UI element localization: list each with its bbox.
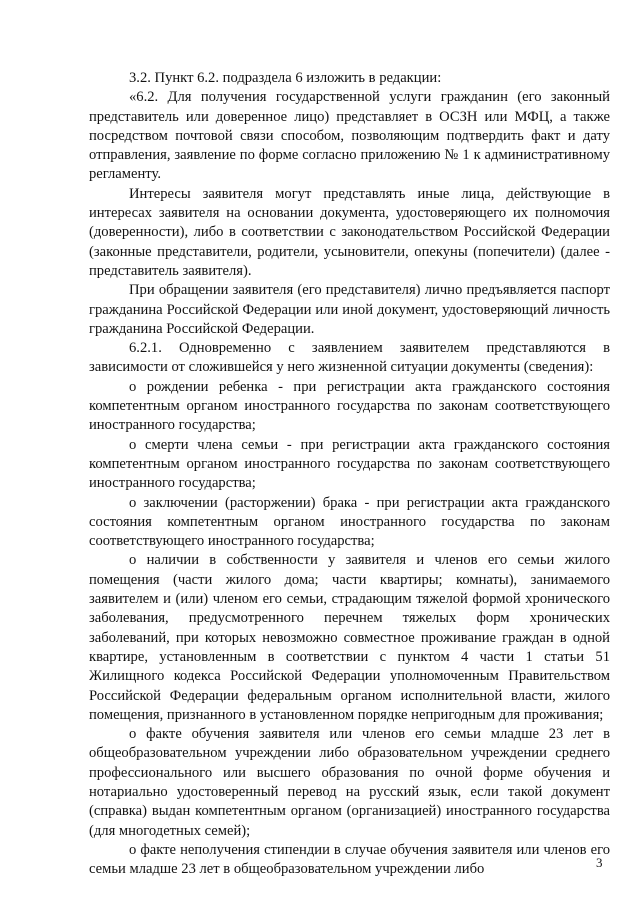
document-body xyxy=(89,69,610,879)
page-number: 3 xyxy=(596,855,603,870)
paragraph-passport: При обращении заявителя (его представителя) лично предъявляется паспорт гражданина Российской Федерации или иной документ, удостоверяющий личность гражданина Российской Федерации. xyxy=(89,282,610,337)
paragraph-6-2-1: 6.2.1. Одновременно с заявлением заявителем представляются в зависимости от сложившейся у него жизненной ситуации документы (сведения): xyxy=(89,340,610,376)
paragraph-section-3-2: 3.2. Пункт 6.2. подраздела 6 изложить в редакции: xyxy=(129,70,442,86)
list-item-birth: о рождении ребенка - при регистрации акта гражданского состояния компетентным органом иностранного государства по законам соответствующего иностранного государства; xyxy=(89,378,610,434)
list-item-death: о смерти члена семьи - при регистрации акта гражданского состояния компетентным органом иностранного государства по законам соответствующего иностранного государства; xyxy=(89,436,610,492)
paragraph-representatives: Интересы заявителя могут представлять иные лица, действующие в интересах заявителя на основании документа, удостоверяющего их полномочия (доверенности), либо в соответствии с законодательством Российской Федерации (законные представители, родители, усыновители, опекуны (попечители) (далее - представитель заявителя). xyxy=(89,185,610,279)
list-item-housing: о наличии в собственности у заявителя и членов его семьи жилого помещения (части жилого дома; части квартиры; комнаты), занимаемого заявителем и (или) членом его семьи, страдающим тяжелой формой хронического заболевания, предусмотренного перечнем тяжелых форм хронических заболеваний, при которых невозможно совместное проживание граждан в одной квартире, установленным в соответствии с пунктом 4 части 1 статьи 51 Жилищного кодекса Российской Федерации уполномоченным Правительством Российской Федерации федеральным органом исполнительной власти, жилого помещения, признанного в установленном порядке непригодным для проживания; xyxy=(89,552,610,723)
paragraph-6-2: «6.2. Для получения государственной услуги гражданин (его законный представитель или доверенное лицо) представляет в ОСЗН или МФЦ, а также посредством почтовой связи способом, позволяющим подтвердить факт и дату отправления, заявление по форме согласно приложению № 1 к административному регламенту. xyxy=(89,89,610,183)
list-item-stipend: о факте неполучения стипендии в случае обучения заявителя или членов его семьи младше 23 лет в общеобразовательном учреждении либо xyxy=(89,841,610,878)
list-item-education: о факте обучения заявителя или членов его семьи младше 23 лет в общеобразовательном учреждении либо образовательном учреждении среднего профессионального или высшего образования по очной форме обучения и нотариально удостоверенный перевод на русский язык, если такой документ (справка) выдан компетентным органом (организацией) иностранного государства (для многодетных семей); xyxy=(89,726,610,839)
list-item-marriage: о заключении (расторжении) брака - при регистрации акта гражданского состояния компетентным органом иностранного государства по законам соответствующего иностранного государства; xyxy=(89,494,610,550)
